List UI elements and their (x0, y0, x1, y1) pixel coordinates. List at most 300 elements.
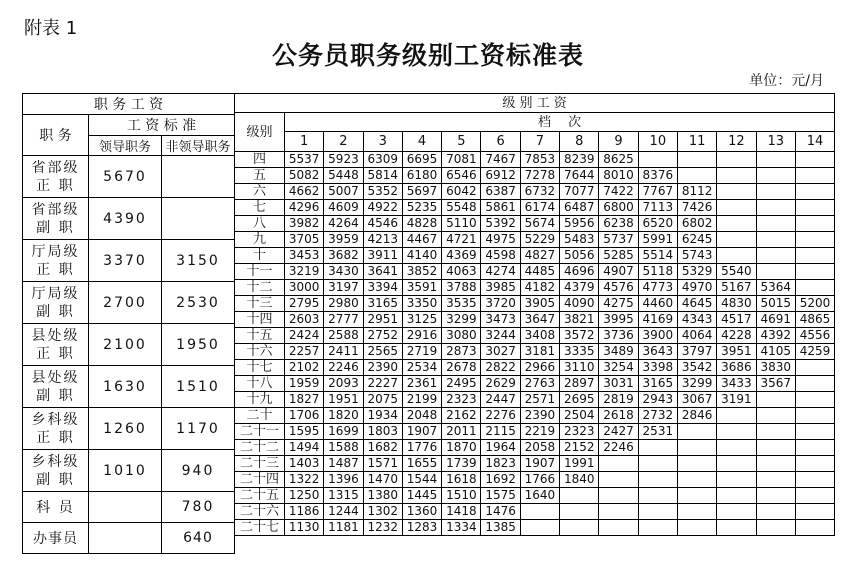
grade-salary-cell: 2846 (677, 408, 716, 424)
grade-salary-cell (756, 472, 795, 488)
grade-salary-cell: 2093 (324, 376, 363, 392)
grade-salary-cell: 3905 (520, 296, 559, 312)
grade-salary-cell: 1766 (520, 472, 559, 488)
grade-salary-cell: 6520 (638, 216, 677, 232)
grade-column-header: 级别 (235, 113, 285, 152)
grade-salary-cell (756, 248, 795, 264)
grade-salary-cell: 1396 (324, 472, 363, 488)
grade-salary-cell: 2424 (285, 328, 324, 344)
grade-salary-cell (599, 456, 638, 472)
grade-salary-cell (717, 216, 756, 232)
grade-salary-cell: 4369 (442, 248, 481, 264)
grade-salary-cell: 4970 (677, 280, 716, 296)
grade-salary-cell: 1640 (520, 488, 559, 504)
grade-label: 十三 (235, 296, 285, 312)
grade-salary-cell: 4090 (560, 296, 599, 312)
grade-salary-cell: 3473 (481, 312, 520, 328)
grade-row (235, 408, 835, 424)
grade-salary-cell (717, 456, 756, 472)
grade-salary-cell: 2504 (560, 408, 599, 424)
grade-salary-cell (795, 168, 834, 184)
grade-salary-cell: 4259 (795, 344, 834, 360)
leader-column-header: 领导职务 (89, 136, 162, 156)
grade-salary-cell (795, 376, 834, 392)
grade-salary-cell: 3682 (324, 248, 363, 264)
leader-salary-cell: 2100 (89, 324, 162, 366)
grade-salary-cell: 3299 (442, 312, 481, 328)
step-number-header: 1 (285, 132, 324, 152)
grade-salary-cell: 3219 (285, 264, 324, 280)
grade-salary-cell: 4922 (363, 200, 402, 216)
step-number-header: 10 (638, 132, 677, 152)
position-rank: 正 职 (36, 429, 75, 446)
grade-salary-cell: 4609 (324, 200, 363, 216)
grade-salary-cell: 2732 (638, 408, 677, 424)
grade-salary-cell: 3453 (285, 248, 324, 264)
position-name (23, 450, 89, 492)
grade-salary-cell: 5814 (363, 168, 402, 184)
grade-salary-cell: 5167 (717, 280, 756, 296)
grade-salary-cell: 7077 (560, 184, 599, 200)
grade-salary-cell (677, 168, 716, 184)
grade-salary-cell: 3181 (520, 344, 559, 360)
grade-salary-cell: 7467 (481, 152, 520, 168)
grade-salary-cell: 5329 (677, 264, 716, 280)
grade-label: 二十二 (235, 440, 285, 456)
grade-salary-cell (756, 168, 795, 184)
grade-salary-cell: 1692 (481, 472, 520, 488)
grade-salary-cell: 1510 (442, 488, 481, 504)
grade-salary-cell: 1655 (402, 456, 441, 472)
grade-salary-cell: 1487 (324, 456, 363, 472)
grade-salary-cell (756, 424, 795, 440)
grade-salary-cell: 4827 (520, 248, 559, 264)
grade-salary-table (234, 93, 835, 536)
position-rank: 副 职 (36, 219, 75, 236)
grade-salary-cell: 3197 (324, 280, 363, 296)
grade-salary-cell: 2980 (324, 296, 363, 312)
grade-row (235, 328, 835, 344)
position-level: 省部级 (31, 159, 80, 176)
grade-salary-cell (717, 152, 756, 168)
grade-row (235, 392, 835, 408)
grade-salary-cell: 5007 (324, 184, 363, 200)
grade-salary-cell: 4485 (520, 264, 559, 280)
grade-salary-cell (520, 520, 559, 536)
grade-row (235, 344, 835, 360)
grade-salary-cell: 1964 (481, 440, 520, 456)
position-rank: 副 职 (36, 387, 75, 404)
grade-salary-cell: 2629 (481, 376, 520, 392)
grade-label: 十六 (235, 344, 285, 360)
grade-label: 二十六 (235, 504, 285, 520)
grade-salary-cell (795, 520, 834, 536)
grade-salary-cell: 1302 (363, 504, 402, 520)
grade-salary-cell: 5056 (560, 248, 599, 264)
grade-salary-cell (717, 232, 756, 248)
grade-salary-cell: 3067 (677, 392, 716, 408)
grade-salary-cell: 3433 (717, 376, 756, 392)
grade-row (235, 264, 835, 280)
grade-label: 二十七 (235, 520, 285, 536)
grade-salary-cell: 5923 (324, 152, 363, 168)
leader-salary-cell: 2700 (89, 282, 162, 324)
grade-salary-cell: 4907 (599, 264, 638, 280)
grade-salary-cell: 4064 (677, 328, 716, 344)
grade-salary-cell: 1130 (285, 520, 324, 536)
grade-salary-cell: 3641 (363, 264, 402, 280)
grade-salary-cell (677, 440, 716, 456)
grade-row (235, 168, 835, 184)
grade-salary-cell: 3408 (520, 328, 559, 344)
grade-salary-cell: 1907 (520, 456, 559, 472)
grade-row (235, 504, 835, 520)
grade-salary-cell: 8112 (677, 184, 716, 200)
grade-salary-cell: 2227 (363, 376, 402, 392)
position-salary-table (22, 93, 235, 554)
grade-salary-cell: 1544 (402, 472, 441, 488)
grade-salary-cell: 5364 (756, 280, 795, 296)
grade-label: 四 (235, 152, 285, 168)
position-row (23, 156, 235, 198)
grade-salary-cell: 3797 (677, 344, 716, 360)
grade-salary-cell: 1682 (363, 440, 402, 456)
grade-salary-cell: 4182 (520, 280, 559, 296)
grade-salary-cell: 2795 (285, 296, 324, 312)
grade-salary-cell: 8239 (560, 152, 599, 168)
grade-salary-cell: 5118 (638, 264, 677, 280)
step-number-header: 4 (402, 132, 441, 152)
grade-salary-cell (756, 456, 795, 472)
grade-salary-cell (795, 392, 834, 408)
grade-row (235, 152, 835, 168)
grade-row (235, 248, 835, 264)
grade-salary-cell (795, 408, 834, 424)
grade-salary-cell: 1360 (402, 504, 441, 520)
leader-salary-cell: 1630 (89, 366, 162, 408)
position-row (23, 366, 235, 408)
grade-salary-cell (638, 456, 677, 472)
grade-salary-cell: 3591 (402, 280, 441, 296)
step-number-header: 7 (520, 132, 559, 152)
grade-salary-cell: 4975 (481, 232, 520, 248)
grade-salary-cell (795, 472, 834, 488)
position-row (23, 450, 235, 492)
step-header: 档 次 (285, 113, 835, 132)
grade-salary-cell: 3394 (363, 280, 402, 296)
grade-salary-cell: 5352 (363, 184, 402, 200)
grade-salary-cell: 1186 (285, 504, 324, 520)
grade-row (235, 520, 835, 536)
grade-salary-cell: 1283 (402, 520, 441, 536)
grade-salary-cell (717, 520, 756, 536)
grade-salary-cell: 2075 (363, 392, 402, 408)
grade-salary-cell: 2752 (363, 328, 402, 344)
grade-salary-cell: 1250 (285, 488, 324, 504)
grade-salary-cell: 3125 (402, 312, 441, 328)
grade-salary-cell: 2916 (402, 328, 441, 344)
grade-label: 七 (235, 200, 285, 216)
grade-salary-cell: 1595 (285, 424, 324, 440)
grade-salary-cell: 1244 (324, 504, 363, 520)
grade-salary-cell (677, 424, 716, 440)
grade-salary-cell: 5448 (324, 168, 363, 184)
position-row (23, 282, 235, 324)
grade-salary-cell: 2447 (481, 392, 520, 408)
grade-salary-cell: 2531 (638, 424, 677, 440)
grade-salary-cell (795, 456, 834, 472)
grade-salary-cell (717, 472, 756, 488)
grade-salary-cell: 1739 (442, 456, 481, 472)
grade-salary-cell: 4773 (638, 280, 677, 296)
step-number-header: 14 (795, 132, 834, 152)
grade-salary-cell: 3254 (599, 360, 638, 376)
grade-salary-cell (756, 440, 795, 456)
grade-salary-cell (677, 456, 716, 472)
grade-salary-cell: 1820 (324, 408, 363, 424)
grade-salary-cell: 2571 (520, 392, 559, 408)
grade-salary-cell: 1445 (402, 488, 441, 504)
grade-salary-cell: 1315 (324, 488, 363, 504)
grade-salary-cell: 3900 (638, 328, 677, 344)
grade-salary-cell (638, 152, 677, 168)
grade-row (235, 456, 835, 472)
grade-label: 六 (235, 184, 285, 200)
grade-salary-cell: 6387 (481, 184, 520, 200)
grade-salary-cell: 1827 (285, 392, 324, 408)
grade-salary-cell: 2618 (599, 408, 638, 424)
grade-salary-cell: 6238 (599, 216, 638, 232)
grade-salary-cell: 4264 (324, 216, 363, 232)
grade-salary-cell: 3686 (717, 360, 756, 376)
grade-salary-cell: 4546 (363, 216, 402, 232)
grade-label: 九 (235, 232, 285, 248)
grade-salary-cell: 5991 (638, 232, 677, 248)
grade-salary-cell: 3080 (442, 328, 481, 344)
grade-salary-cell (677, 488, 716, 504)
grade-salary-cell (717, 440, 756, 456)
grade-salary-cell (795, 440, 834, 456)
grade-salary-cell (795, 152, 834, 168)
grade-salary-cell (560, 488, 599, 504)
grade-salary-cell: 6180 (402, 168, 441, 184)
grade-salary-cell: 1385 (481, 520, 520, 536)
grade-salary-cell (717, 488, 756, 504)
nonleader-salary-cell (162, 198, 235, 240)
grade-salary-cell: 2411 (324, 344, 363, 360)
grade-salary-cell: 1181 (324, 520, 363, 536)
grade-salary-cell: 7767 (638, 184, 677, 200)
position-level: 省部级 (31, 201, 80, 218)
grade-salary-cell (756, 520, 795, 536)
grade-salary-cell: 2323 (560, 424, 599, 440)
grade-salary-cell: 8625 (599, 152, 638, 168)
leader-salary-cell: 1260 (89, 408, 162, 450)
grade-salary-cell: 4296 (285, 200, 324, 216)
grade-salary-cell: 2943 (638, 392, 677, 408)
grade-salary-cell: 3398 (638, 360, 677, 376)
grade-salary-cell: 5540 (717, 264, 756, 280)
position-salary-header: 职 务 工 资 (23, 94, 235, 115)
grade-salary-cell: 3982 (285, 216, 324, 232)
grade-salary-cell (795, 200, 834, 216)
grade-salary-cell: 1951 (324, 392, 363, 408)
grade-salary-cell (717, 504, 756, 520)
grade-salary-cell: 2534 (402, 360, 441, 376)
grade-salary-cell: 2361 (402, 376, 441, 392)
grade-salary-cell: 8010 (599, 168, 638, 184)
step-number-header: 2 (324, 132, 363, 152)
grade-salary-cell (756, 232, 795, 248)
position-name (23, 240, 89, 282)
grade-label: 十一 (235, 264, 285, 280)
grade-salary-cell: 4598 (481, 248, 520, 264)
grade-salary-cell (599, 472, 638, 488)
grade-salary-cell (638, 504, 677, 520)
grade-label: 二十三 (235, 456, 285, 472)
grade-row (235, 280, 835, 296)
grade-salary-cell: 1870 (442, 440, 481, 456)
grade-salary-cell (677, 152, 716, 168)
position-rank: 正 职 (36, 345, 75, 362)
grade-salary-cell: 3489 (599, 344, 638, 360)
grade-salary-cell: 4228 (717, 328, 756, 344)
position-name (23, 408, 89, 450)
grade-salary-cell: 2495 (442, 376, 481, 392)
grade-salary-cell: 3736 (599, 328, 638, 344)
grade-row (235, 216, 835, 232)
grade-salary-cell: 7081 (442, 152, 481, 168)
grade-salary-cell: 3299 (677, 376, 716, 392)
position-level: 乡科级 (31, 453, 80, 470)
leader-salary-cell (89, 523, 162, 554)
grade-salary-cell: 1476 (481, 504, 520, 520)
grade-salary-cell: 4379 (560, 280, 599, 296)
grade-salary-cell: 1418 (442, 504, 481, 520)
grade-salary-cell: 3031 (599, 376, 638, 392)
grade-salary-cell: 2390 (520, 408, 559, 424)
step-number-header: 5 (442, 132, 481, 152)
grade-salary-cell: 3911 (363, 248, 402, 264)
grade-salary-cell: 3027 (481, 344, 520, 360)
grade-salary-cell: 4392 (756, 328, 795, 344)
grade-salary-cell: 1803 (363, 424, 402, 440)
leader-salary-cell: 4390 (89, 198, 162, 240)
grade-salary-cell (756, 200, 795, 216)
grade-salary-cell: 1588 (324, 440, 363, 456)
grade-salary-cell: 4662 (285, 184, 324, 200)
grade-salary-cell: 6487 (560, 200, 599, 216)
grade-label: 二十五 (235, 488, 285, 504)
grade-salary-cell: 2162 (442, 408, 481, 424)
grade-salary-cell: 3821 (560, 312, 599, 328)
grade-row (235, 184, 835, 200)
grade-salary-cell: 6695 (402, 152, 441, 168)
grade-salary-cell: 1575 (481, 488, 520, 504)
grade-salary-cell: 5235 (402, 200, 441, 216)
grade-salary-cell (795, 504, 834, 520)
nonleader-salary-cell: 3150 (162, 240, 235, 282)
grade-label: 十二 (235, 280, 285, 296)
grade-salary-cell: 1618 (442, 472, 481, 488)
step-number-header: 13 (756, 132, 795, 152)
grade-salary-cell: 7113 (638, 200, 677, 216)
grade-salary-cell: 3335 (560, 344, 599, 360)
grade-salary-cell (560, 504, 599, 520)
grade-salary-cell: 3959 (324, 232, 363, 248)
leader-salary-cell: 1010 (89, 450, 162, 492)
grade-salary-cell: 7422 (599, 184, 638, 200)
grade-salary-cell: 3705 (285, 232, 324, 248)
nonleader-salary-cell: 780 (162, 492, 235, 523)
nonleader-salary-cell: 1510 (162, 366, 235, 408)
grade-salary-cell: 2897 (560, 376, 599, 392)
grade-salary-cell: 5743 (677, 248, 716, 264)
grade-salary-cell: 4721 (442, 232, 481, 248)
grade-salary-cell: 2873 (442, 344, 481, 360)
grade-salary-cell: 6174 (520, 200, 559, 216)
grade-salary-cell: 5697 (402, 184, 441, 200)
nonleader-column-header: 非领导职务 (162, 136, 235, 156)
grade-salary-cell: 3720 (481, 296, 520, 312)
position-name (23, 282, 89, 324)
grade-salary-cell: 2199 (402, 392, 441, 408)
grade-row (235, 488, 835, 504)
grade-salary-cell: 3643 (638, 344, 677, 360)
grade-salary-cell: 6732 (520, 184, 559, 200)
nonleader-salary-cell: 1950 (162, 324, 235, 366)
grade-salary-cell: 4169 (638, 312, 677, 328)
grade-label: 十九 (235, 392, 285, 408)
grade-salary-cell: 5548 (442, 200, 481, 216)
grade-salary-cell: 7853 (520, 152, 559, 168)
grade-salary-cell: 4576 (599, 280, 638, 296)
grade-row (235, 360, 835, 376)
grade-salary-cell (599, 488, 638, 504)
grade-salary-cell: 5110 (442, 216, 481, 232)
grade-label: 十八 (235, 376, 285, 392)
position-rank: 正 职 (36, 177, 75, 194)
grade-salary-cell: 1699 (324, 424, 363, 440)
step-number-header: 3 (363, 132, 402, 152)
nonleader-salary-cell: 1170 (162, 408, 235, 450)
grade-salary-cell: 7644 (560, 168, 599, 184)
grade-salary-cell: 1840 (560, 472, 599, 488)
grade-salary-cell: 5200 (795, 296, 834, 312)
grade-salary-cell: 3647 (520, 312, 559, 328)
nonleader-salary-cell: 940 (162, 450, 235, 492)
position-name (23, 324, 89, 366)
grade-salary-cell (638, 520, 677, 536)
grade-row (235, 312, 835, 328)
grade-salary-cell: 5483 (560, 232, 599, 248)
position-name (23, 523, 89, 554)
position-name (23, 366, 89, 408)
grade-salary-cell: 1494 (285, 440, 324, 456)
position-row (23, 408, 235, 450)
grade-salary-cell: 3995 (599, 312, 638, 328)
grade-salary-cell (677, 472, 716, 488)
grade-salary-cell (717, 424, 756, 440)
grade-salary-cell (756, 152, 795, 168)
grade-salary-cell: 2102 (285, 360, 324, 376)
grade-row (235, 296, 835, 312)
grade-salary-cell: 5514 (638, 248, 677, 264)
appendix-label: 附表 1 (24, 18, 78, 39)
grade-salary-cell: 6912 (481, 168, 520, 184)
grade-salary-cell (756, 488, 795, 504)
grade-salary-cell: 3788 (442, 280, 481, 296)
